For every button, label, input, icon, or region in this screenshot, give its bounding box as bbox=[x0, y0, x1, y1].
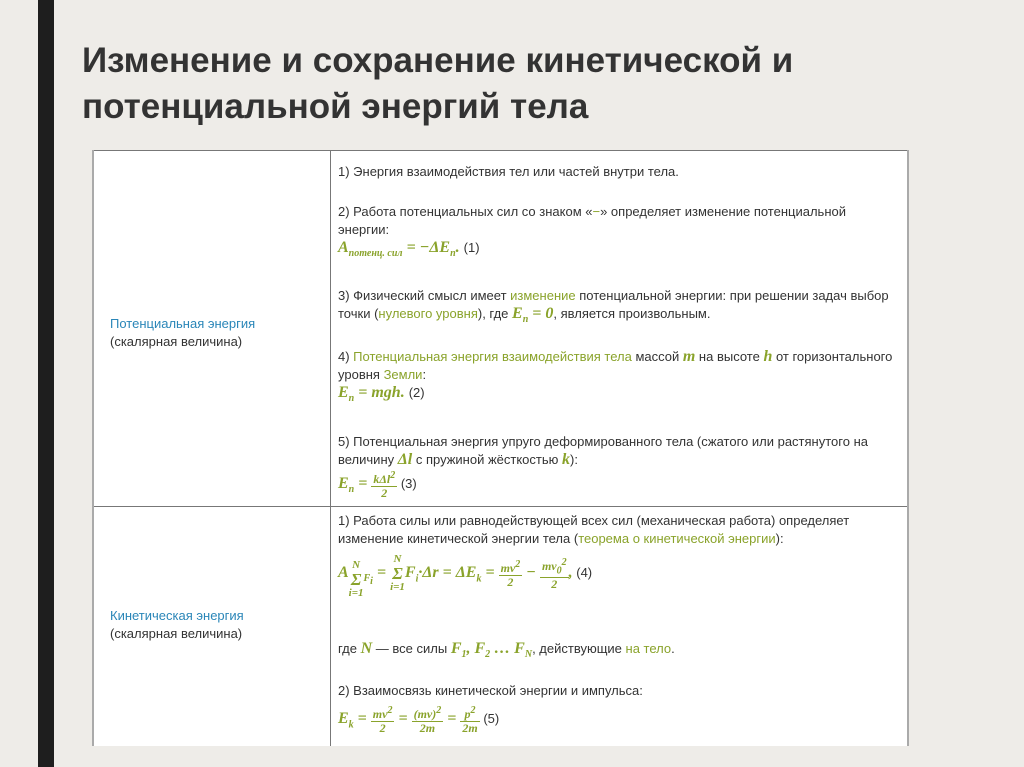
formula-3: $E_п$ = $\frac{k\Delta l^2}{2}$ bbox=[338, 470, 396, 500]
potential-point-1: 1) Энергия взаимодействия тел или частей внутри тела. bbox=[338, 164, 679, 179]
formula-number: (2) bbox=[408, 385, 425, 400]
slide-title: Изменение и сохранение кинетической и потенциальной энергий тела bbox=[82, 41, 794, 126]
potential-point-3: 3) Физический смысл имеет изменение потенциальной энергии: при решении задач выбор точки (нулевого уровня), где $E_п = 0$, является произвольным. bbox=[338, 288, 889, 326]
category-cell-potential bbox=[94, 151, 331, 506]
category-kinetic bbox=[110, 607, 244, 643]
category-name[interactable]: Потенциальная энергия bbox=[110, 316, 256, 331]
kinetic-where-line: где N — все силы $F_1$, $F_2$ … $F_N$, действующие на тело. bbox=[338, 640, 675, 661]
kinetic-point-2: 2) Взаимосвязь кинетической энергии и импульса: $E_k$ = $\frac{mv^2}{2}$ = $\frac{(mv)^2}{2m}$ = $\frac{p^2}{2m}$ (5) bbox=[338, 683, 643, 735]
kinetic-point-1: 1) Работа силы или равнодействующей всех сил (механическая работа) определяет изменение кинетической энергии тела (теорема о кинетической энергии): A $_{N \Sigma i=1F_i}$ = N Σ $i=1F_i\cdot\Delta r = \Delta E_k$ = $\frac{mv^2}{2}$ − $\frac{mv_0^2}{2}$ , (4) bbox=[338, 513, 850, 599]
category-kind: (скалярная величина) bbox=[110, 626, 243, 641]
formula-number: (4) bbox=[576, 565, 593, 581]
formula-2: $E_п$ = mgh. bbox=[338, 384, 409, 405]
energy-table bbox=[92, 150, 909, 746]
category-name[interactable]: Кинетическая энергия bbox=[110, 608, 244, 623]
link-izmenenie[interactable]: изменение bbox=[510, 288, 576, 303]
formula-4: A $_{N \Sigma i=1F_i}$ = N Σ $i=1F_i\cdot\Delta r = \Delta E_k$ = $\frac{mv^2}{2}$ − $\frac{mv_0^2}{2}$ , bbox=[338, 553, 573, 599]
category-kind: (скалярная величина) bbox=[110, 334, 243, 349]
category-cell-kinetic bbox=[94, 506, 331, 746]
link-kinetic-theorem[interactable]: теорема о кинетической энергии bbox=[578, 531, 776, 546]
link-na-telo[interactable]: на тело bbox=[625, 641, 672, 656]
left-accent-bar bbox=[38, 0, 54, 767]
link-potential-energy-interaction[interactable]: Потенциальная энергия взаимодействия тела bbox=[353, 349, 632, 364]
category-potential bbox=[110, 315, 255, 351]
formula-1: $A_{потенц. сил} = -\Delta E_п$. bbox=[338, 239, 464, 260]
formula-zero-level: $E_п = 0$ bbox=[512, 305, 554, 326]
description-cell-kinetic bbox=[331, 506, 907, 746]
link-zemli[interactable]: Земли bbox=[383, 367, 423, 382]
table-row-kinetic bbox=[94, 506, 907, 746]
potential-point-2: 2) Работа потенциальных сил со знаком «−» определяет изменение потенциальной энергии: $A_{потенц. сил} = -\Delta E_п$. (1) bbox=[338, 204, 846, 260]
description-cell-potential bbox=[331, 151, 907, 506]
formula-number: (3) bbox=[400, 476, 417, 492]
table-row-potential bbox=[94, 150, 907, 507]
potential-point-5: 5) Потенциальная энергия упруго деформированного тела (сжатого или растянутого на величину Δl с пружиной жёсткостью k): $E_п$ = $\frac{k\Delta l^2}{2}$ (3) bbox=[338, 434, 868, 500]
formula-number: (1) bbox=[463, 240, 480, 255]
formula-number: (5) bbox=[483, 711, 500, 727]
formula-5: $E_k$ = $\frac{mv^2}{2}$ = $\frac{(mv)^2}{2m}$ = $\frac{p^2}{2m}$ bbox=[338, 705, 478, 735]
potential-point-4: 4) Потенциальная энергия взаимодействия тела массой m на высоте h от горизонтального уровня Земли: $E_п$ = mgh. (2) bbox=[338, 348, 893, 405]
link-nulevogo-urovnya[interactable]: нулевого уровня bbox=[378, 306, 478, 321]
